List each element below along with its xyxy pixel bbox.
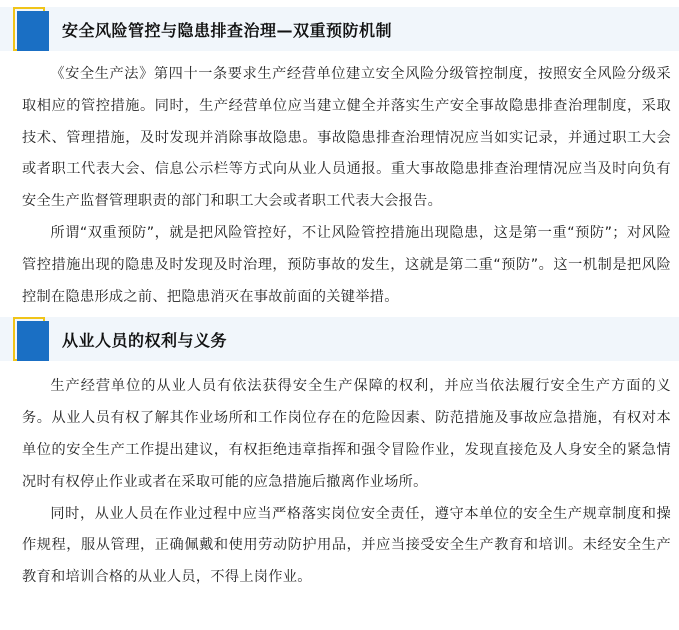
section-heading: 安全风险管控与隐患排查治理—双重预防机制 [62,20,393,40]
heading-marker-icon [13,317,49,361]
paragraph: 生产经营单位的从业人员有依法获得安全生产保障的权利，并应当依法履行安全生产方面的义务。从业人员有权了解其作业场所和工作岗位存在的危险因素、防范措施及事故应急措施，有权对本单位的安全生产工作提出建议，有权拒绝违章指挥和强令冒险作业，发现直接危及人身安全的紧急情况时有权停止作业或者在采取可能的应急措施后撤离作业场所。 [22,378,671,490]
heading-marker-icon [13,7,49,51]
paragraph: 所谓“双重预防”，就是把风险管控好，不让风险管控措施出现隐患，这是第一重“预防”；对风险管控措施出现的隐患及时发现及时治理，预防事故的发生，这就是第二重“预防”。这一机制是把风险控制在隐患形成之前、把隐患消灭在事故前面的关键举措。 [22,224,671,305]
section-heading-bar [0,7,679,51]
paragraph: 《安全生产法》第四十一条要求生产经营单位建立安全风险分级管控制度，按照安全风险分级采取相应的管控措施。同时，生产经营单位应当建立健全并落实生产安全事故隐患排查治理制度，采取技术、管理措施，及时发现并消除事故隐患。事故隐患排查治理情况应当如实记录，并通过职工大会或者职工代表大会、信息公示栏等方式向从业人员通报。重大事故隐患排查治理情况应当及时向负有安全生产监督管理职责的部门和职工大会或者职工代表大会报告。 [22,66,671,210]
section-heading: 从业人员的权利与义务 [62,330,228,350]
section-dual-prevention [0,7,679,313]
paragraph: 同时，从业人员在作业过程中应当严格落实岗位安全责任，遵守本单位的安全生产规章制度和操作规程，服从管理，正确佩戴和使用劳动防护用品，并应当接受安全生产教育和培训。未经安全生产教育和培训合格的从业人员，不得上岗作业。 [22,505,671,586]
section-rights-duties [0,317,679,594]
section-heading-bar [0,317,679,361]
